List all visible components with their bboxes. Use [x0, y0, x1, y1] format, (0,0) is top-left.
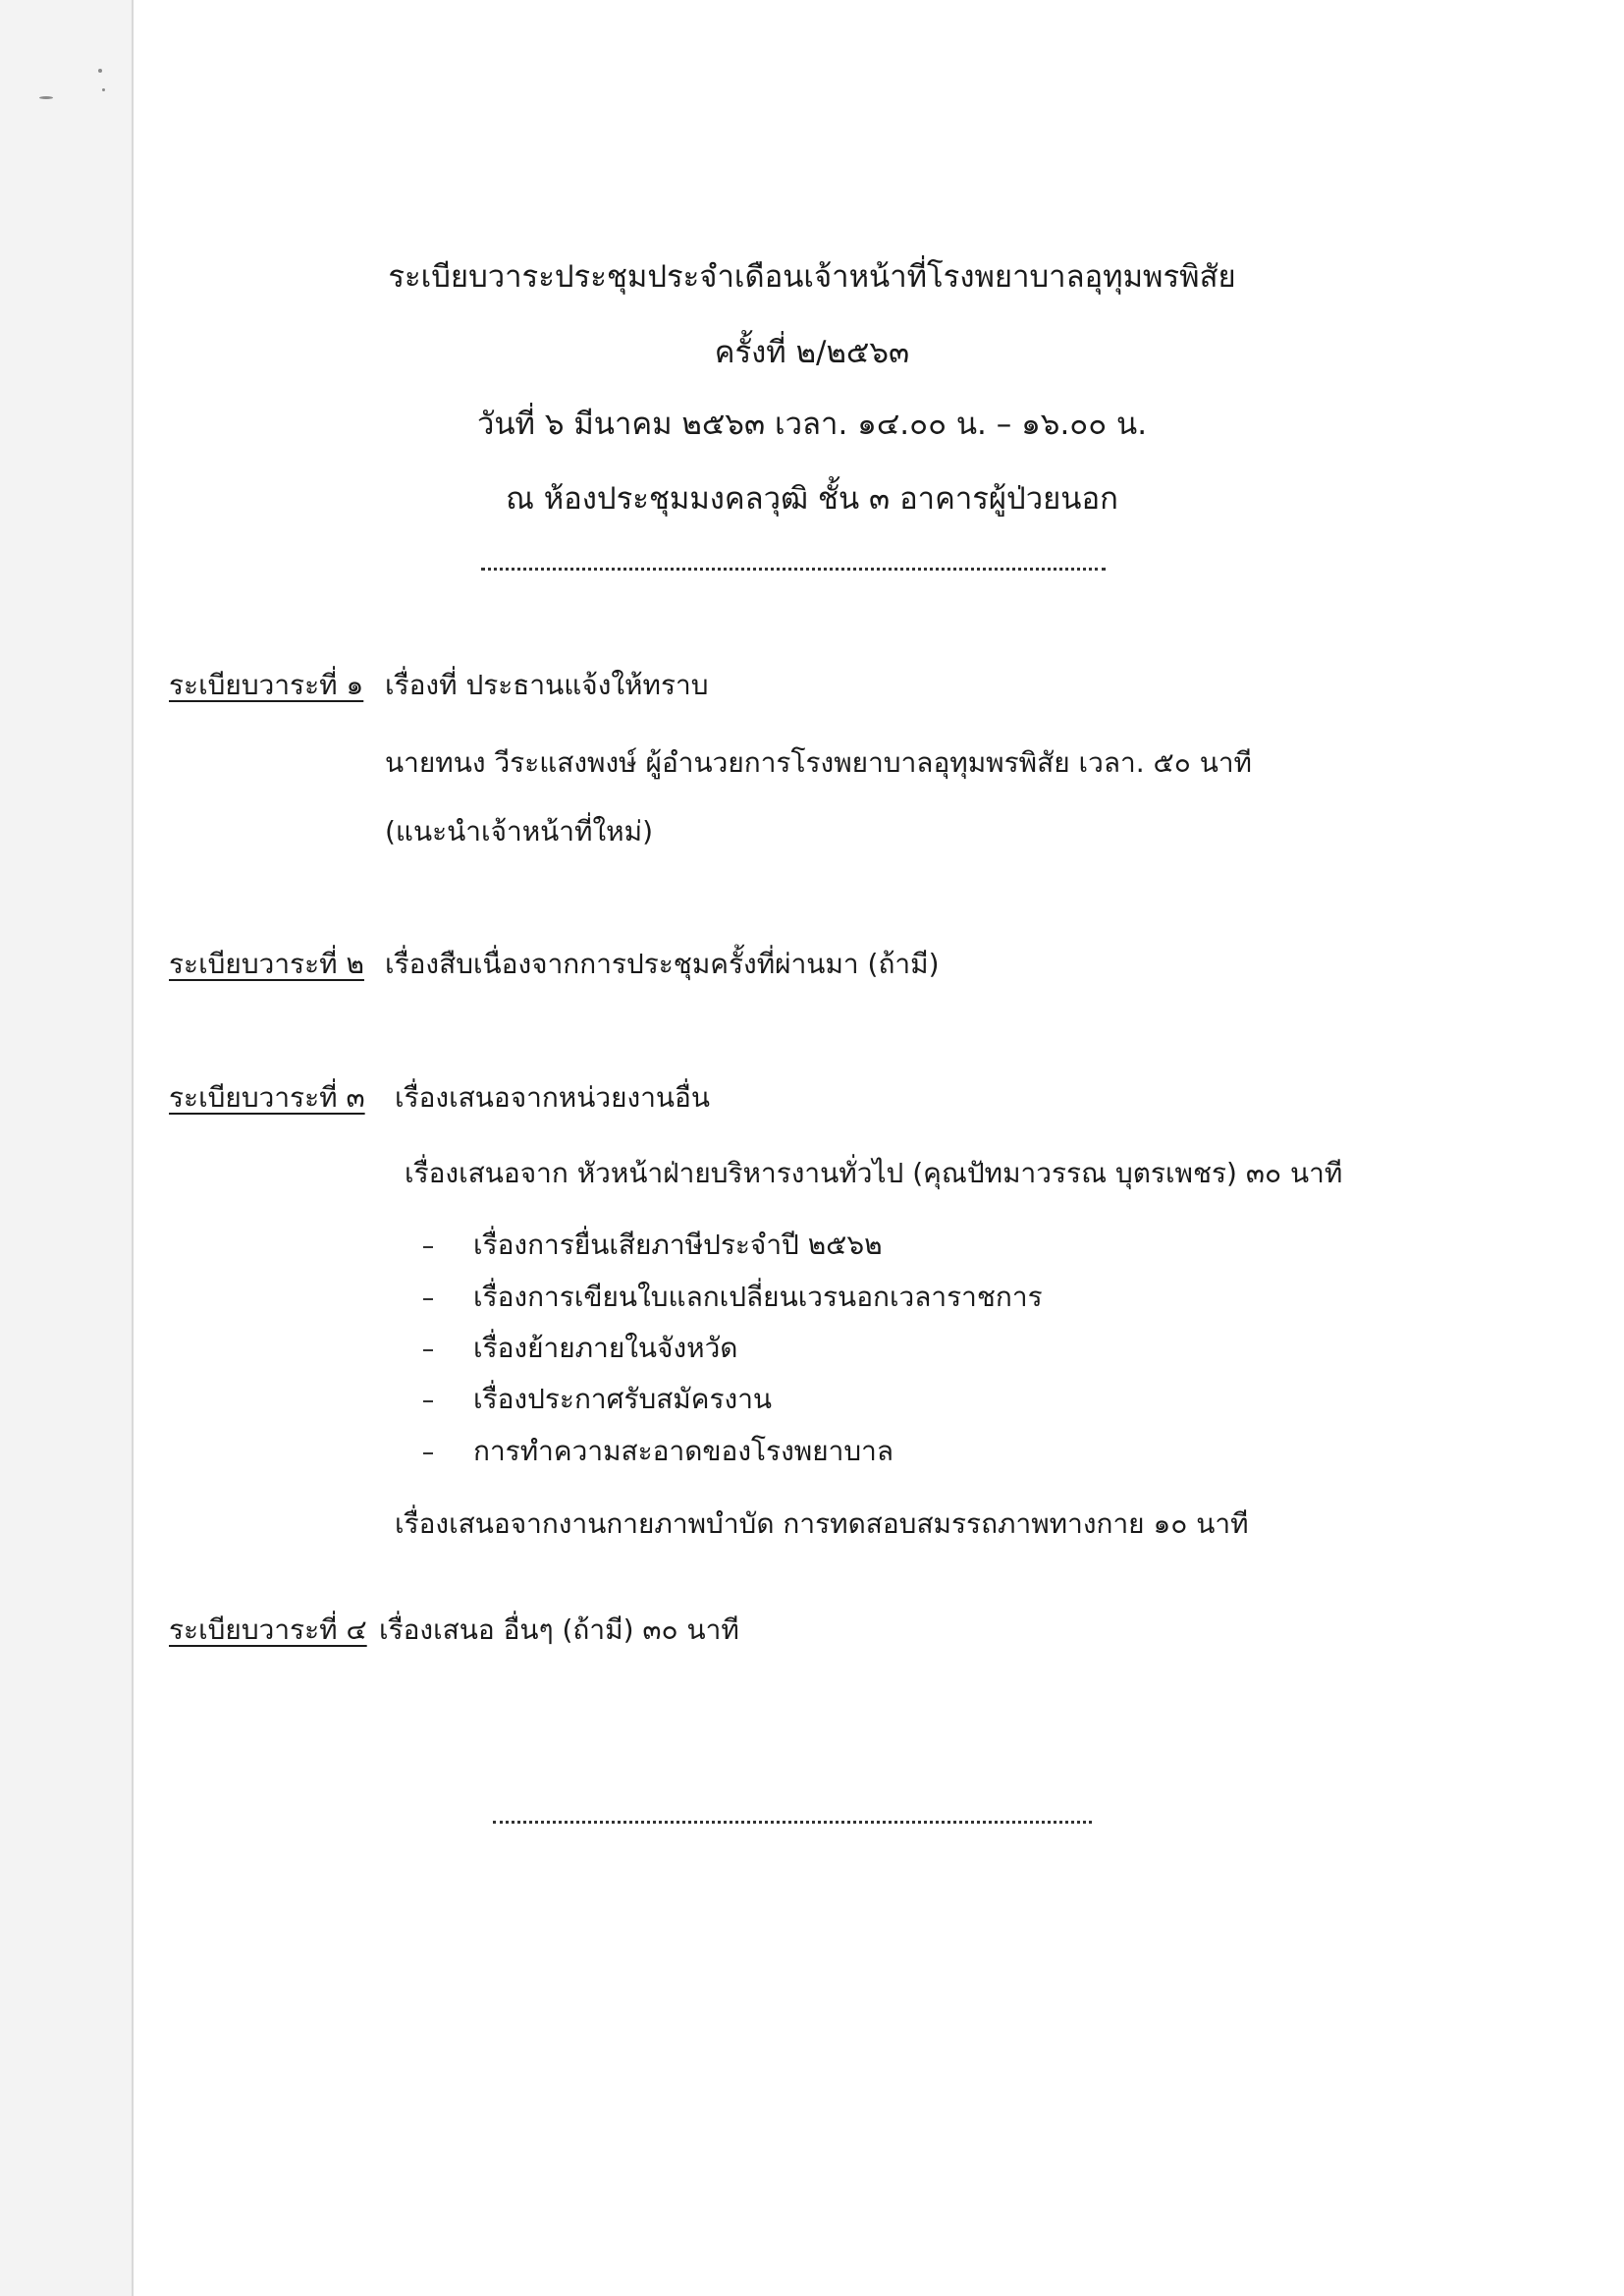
scan-speck — [98, 69, 102, 73]
agenda-3-topic: เรื่องเสนอจากหน่วยงานอื่น — [395, 1081, 711, 1114]
list-bullet — [423, 1452, 433, 1454]
list-item: เรื่องการเขียนใบแลกเปลี่ยนเวรนอกเวลาราชการ — [473, 1281, 1043, 1313]
footer-divider — [493, 1821, 1092, 1824]
agenda-2-label: ระเบียบวาระที่ ๒ — [169, 948, 364, 980]
agenda-4-label: ระเบียบวาระที่ ๔ — [169, 1613, 367, 1646]
scan-speck — [102, 88, 105, 91]
meeting-venue: ณ ห้องประชุมมงคลวุฒิ ชั้น ๓ อาคารผู้ป่วยนอก — [506, 481, 1118, 517]
agenda-3-subitem: เรื่องเสนอจาก หัวหน้าฝ่ายบริหารงานทั่วไป (คุณปัทมาวรรณ บุตรเพชร) ๓๐ นาที — [405, 1157, 1343, 1189]
list-item: เรื่องย้ายภายในจังหวัด — [473, 1332, 738, 1364]
agenda-3-subitem: เรื่องเสนอจากงานกายภาพบำบัด การทดสอบสมรรถภาพทางกาย ๑๐ นาที — [395, 1507, 1249, 1540]
header-divider — [481, 568, 1106, 571]
agenda-1-topic: เรื่องที่ ประธานแจ้งให้ทราบ — [385, 669, 709, 701]
list-item: เรื่องการยื่นเสียภาษีประจำปี ๒๕๖๒ — [473, 1229, 883, 1261]
scan-speck — [39, 96, 53, 99]
agenda-1-note: (แนะนำเจ้าหน้าที่ใหม่) — [385, 815, 653, 847]
agenda-2-topic: เรื่องสืบเนื่องจากการประชุมครั้งที่ผ่านมา (ถ้ามี) — [385, 948, 940, 980]
list-bullet — [423, 1246, 433, 1248]
agenda-1-detail: นายทนง วีระแสงพงษ์ ผู้อำนวยการโรงพยาบาลอุทุมพรพิสัย เวลา. ๕๐ นาที — [385, 746, 1253, 779]
list-item: เรื่องประกาศรับสมัครงาน — [473, 1383, 773, 1415]
document-title: ระเบียบวาระประชุมประจำเดือนเจ้าหน้าที่โรงพยาบาลอุทุมพรพิสัย — [388, 259, 1236, 295]
list-item: การทำความสะอาดของโรงพยาบาล — [473, 1435, 893, 1467]
list-bullet — [423, 1400, 433, 1402]
meeting-session: ครั้งที่ ๒/๒๕๖๓ — [714, 335, 910, 370]
list-bullet — [423, 1349, 433, 1351]
agenda-4-topic: เรื่องเสนอ อื่นๆ (ถ้ามี) ๓๐ นาที — [379, 1613, 739, 1646]
meeting-datetime: วันที่ ๖ มีนาคม ๒๕๖๓ เวลา. ๑๔.๐๐ น. – ๑๖.๐๐ น. — [476, 407, 1148, 442]
agenda-1-label: ระเบียบวาระที่ ๑ — [169, 669, 364, 701]
list-bullet — [423, 1298, 433, 1300]
agenda-3-label: ระเบียบวาระที่ ๓ — [169, 1081, 365, 1114]
